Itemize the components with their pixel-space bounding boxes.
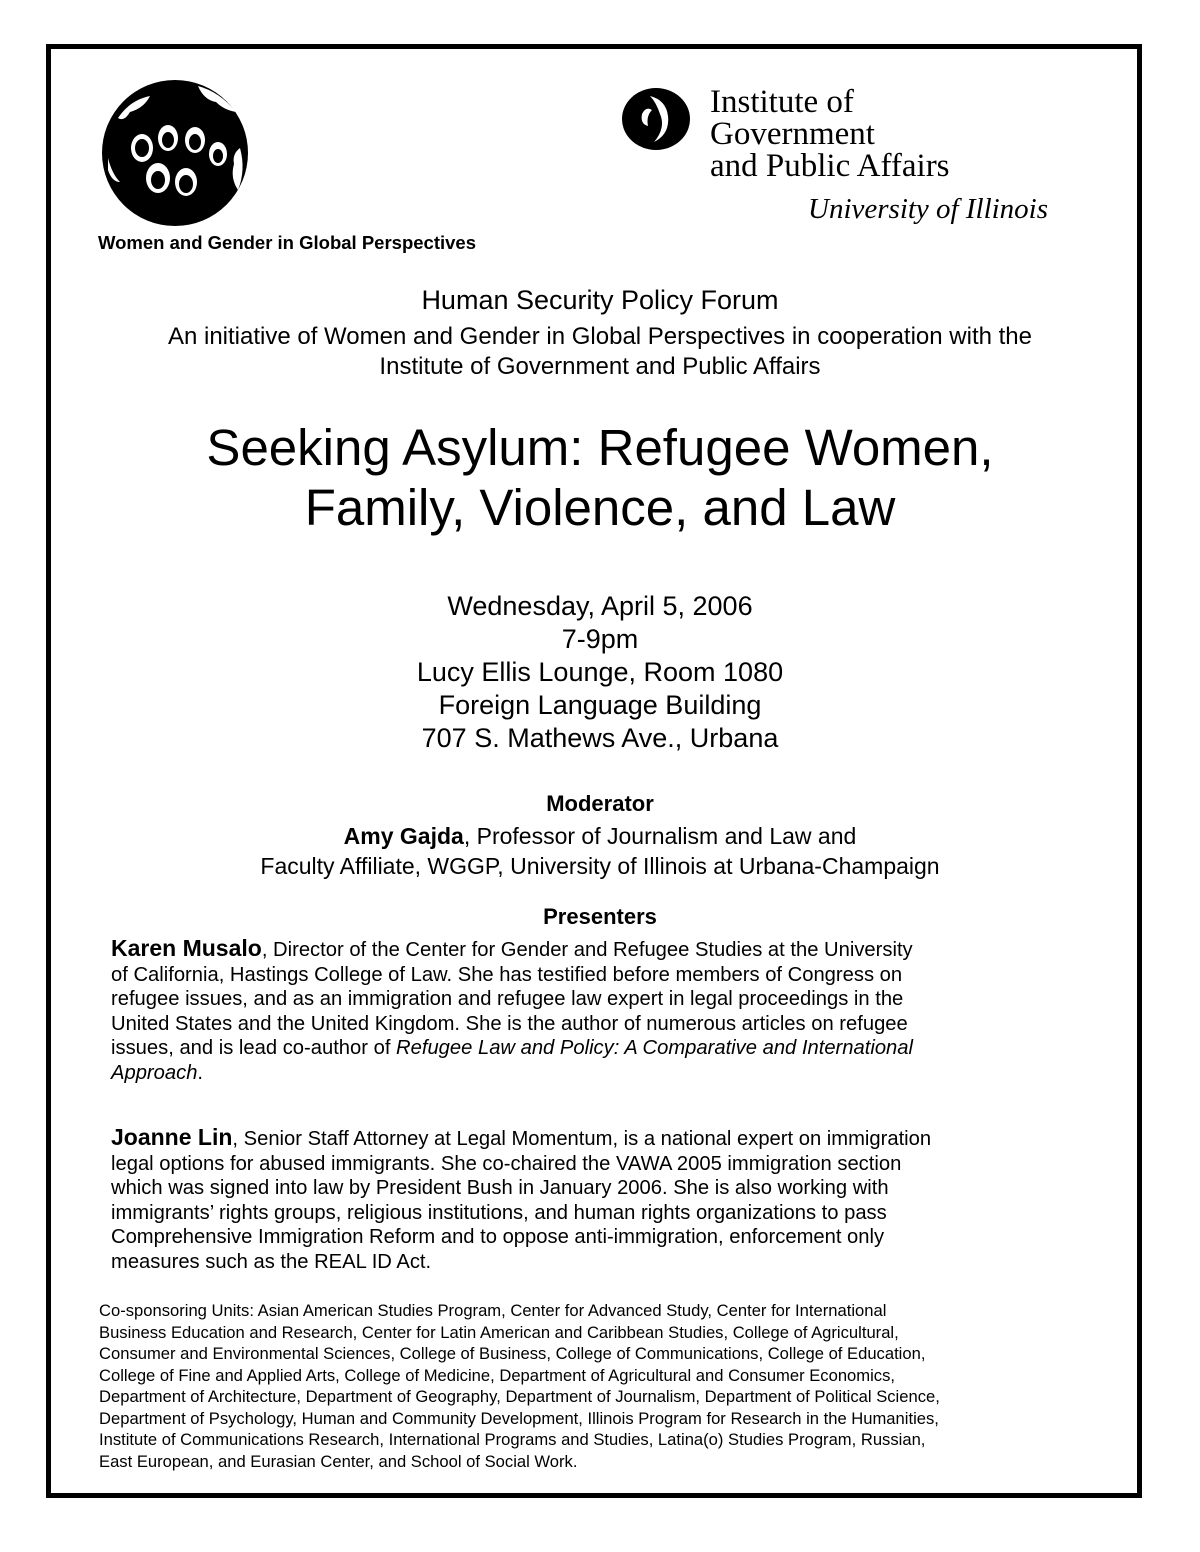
igpa-logo-icon [620,86,692,152]
bio-line: , Director of the Center for Gender and Refugee Studies at the University [261,939,913,961]
cosponsor-line: Business Education and Research, Center for Latin American and Caribbean Studies, College of Agricultural, [99,1322,899,1342]
cosponsor-line: College of Fine and Applied Arts, College of Medicine, Department of Agricultural and Consumer Economics, [99,1365,895,1385]
igpa-name [710,86,950,182]
title-line1: Seeking Asylum: Refugee Women, [206,419,994,476]
moderator-description [0,821,1200,881]
moderator-name: Amy Gajda [343,823,464,849]
moderator-desc-line1: , Professor of Journalism and Law and [463,823,857,849]
presenter-name: Karen Musalo [111,935,262,961]
bio-line: issues, and is lead co-author of [111,1037,397,1059]
igpa-university: University of Illinois [808,193,1049,225]
cosponsor-line: Institute of Communications Research, International Programs and Studies, Latina(o) Studies Program, Russian, [99,1430,926,1449]
bio-line: measures such as the REAL ID Act. [111,1250,432,1273]
book-title: Approach [111,1061,198,1084]
event-title [0,418,1200,538]
bio-line: refugee issues, and as an immigration and refugee law expert in legal proceedings in the [111,988,904,1010]
bio-line: immigrants’ rights groups, religious institutions, and human rights organizations to pass [111,1201,887,1224]
cosponsor-line: Co-sponsoring Units: Asian American Studies Program, Center for Advanced Study, Center for International [99,1301,887,1320]
forum-initiative [0,322,1200,382]
event-details [0,590,1200,755]
presenter-name: Joanne Lin [111,1124,233,1150]
bio-end: . [197,1061,204,1084]
event-building: Foreign Language Building [438,690,762,720]
bio-line: Comprehensive Immigration Reform and to oppose anti-immigration, enforcement only [111,1226,885,1248]
page-border [46,44,1142,1498]
wggp-name: Women and Gender in Global Perspectives [98,232,476,253]
presenter-bio [111,1125,1071,1274]
cosponsor-line: East European, and Eurasian Center, and School of Social Work. [99,1451,578,1471]
title-line2: Family, Violence, and Law [304,479,896,536]
moderator-desc-line2: Faculty Affiliate, WGGP, University of Illinois at Urbana-Champaign [260,853,940,879]
cosponsor-line: Department of Psychology, Human and Community Development, Illinois Program for Research in the Humanities, [99,1408,939,1428]
globe-with-faces-logo-icon [100,78,250,228]
igpa-line1: Institute of [710,84,854,120]
bio-line: legal options for abused immigrants. She co-chaired the VAWA 2005 immigration section [111,1152,902,1175]
cosponsor-line: Consumer and Environmental Sciences, College of Business, College of Communications, College of Education, [99,1344,926,1363]
book-title: Refugee Law and Policy: A Comparative and International [396,1037,913,1059]
forum-name: Human Security Policy Forum [421,285,779,315]
bio-line: United States and the United Kingdom. She is the author of numerous articles on refugee [111,1012,908,1035]
event-date: Wednesday, April 5, 2006 [447,591,753,621]
bio-line: , Senior Staff Attorney at Legal Momentum, is a national expert on immigration [232,1128,932,1150]
initiative-line1: An initiative of Women and Gender in Global Perspectives in cooperation with the [167,323,1033,350]
cosponsor-line: Department of Architecture, Department of Geography, Department of Journalism, Department of Political Science, [99,1387,940,1406]
cosponsoring-units [99,1300,1109,1472]
event-time: 7-9pm [561,624,639,654]
bio-line: of California, Hastings College of Law. She has testified before members of Congress on [111,963,903,986]
initiative-line2: Institute of Government and Public Affairs [379,353,821,380]
presenters-heading: Presenters [543,904,657,929]
igpa-line3: and Public Affairs [710,148,950,184]
event-address: 707 S. Mathews Ave., Urbana [421,723,779,753]
bio-line: which was signed into law by President Bush in January 2006. She is also working with [111,1177,889,1199]
presenter-bio [111,936,1071,1085]
igpa-line2: Government [710,116,875,152]
event-room: Lucy Ellis Lounge, Room 1080 [416,657,784,687]
moderator-heading: Moderator [546,791,654,816]
